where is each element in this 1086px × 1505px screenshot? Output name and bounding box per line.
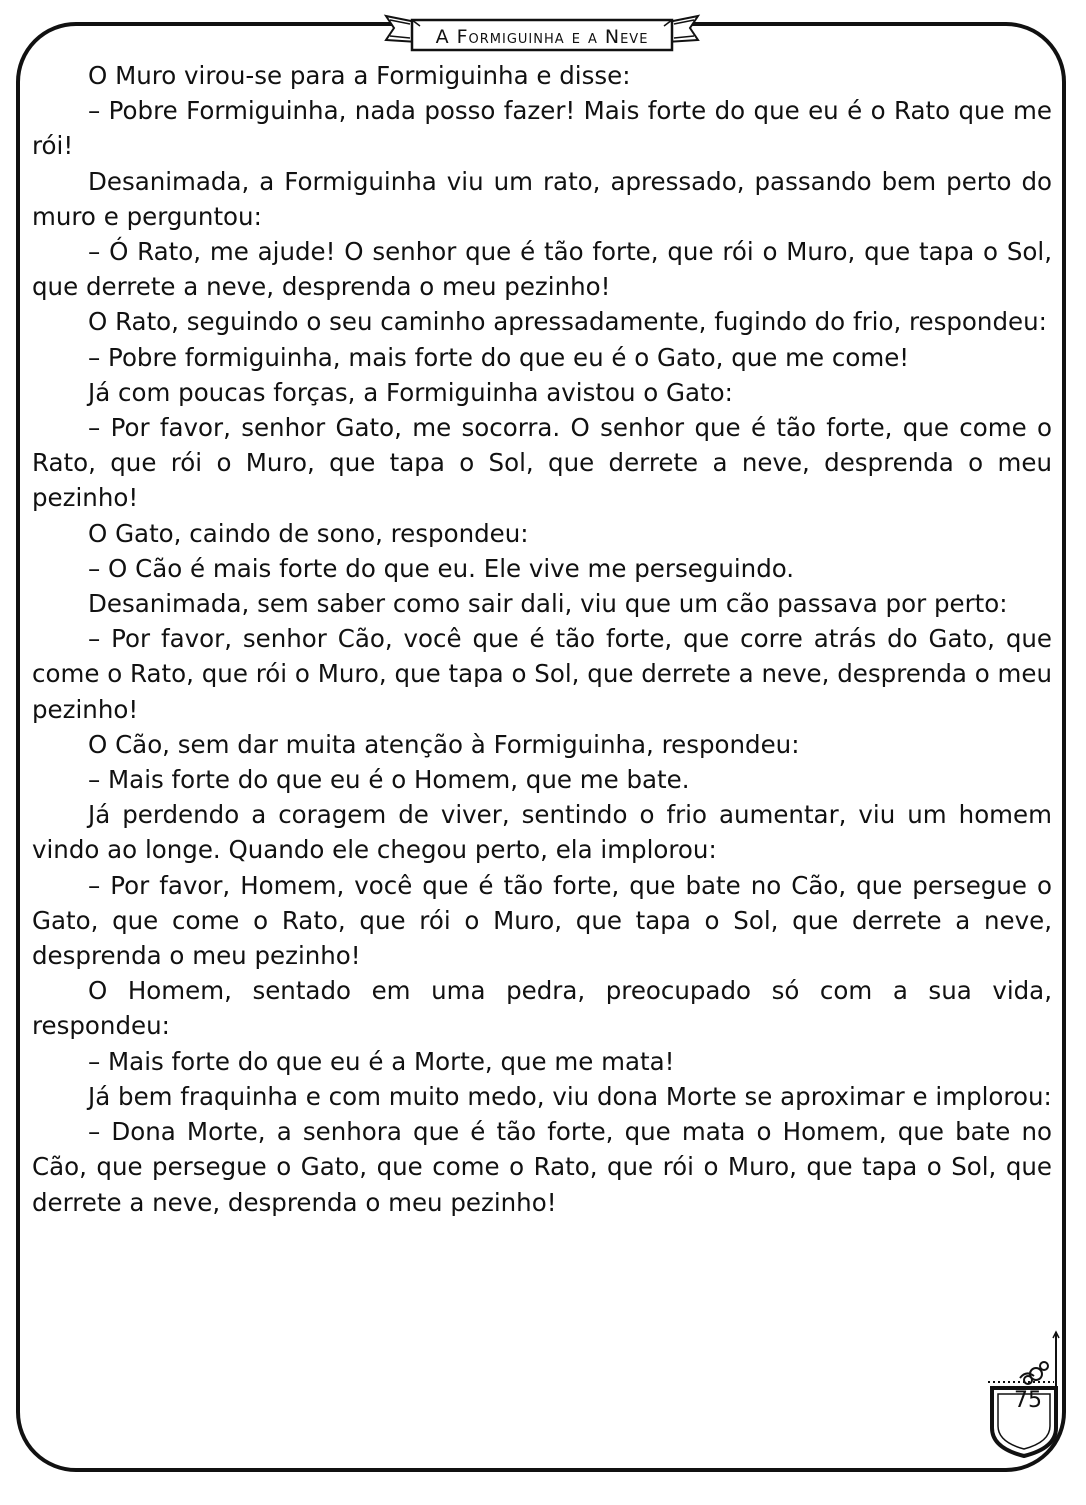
paragraph: – O Cão é mais forte do que eu. Ele vive me perseguindo. xyxy=(88,553,795,583)
paragraph: Já bem fraquinha e com muito medo, viu dona Morte se aproximar e implorou: xyxy=(88,1081,1052,1111)
paragraph: – Mais forte do que eu é o Homem, que me bate. xyxy=(88,765,690,795)
paragraph: Desanimada, sem saber como sair dali, viu que um cão passava por perto: xyxy=(88,589,1008,619)
paragraph: – Por favor, Homem, você que é tão forte, que bate no Cão, que persegue o Gato, que come o Rato, que rói o Muro, que tapa o Sol, que derrete a neve, desprenda o meu pezinho! xyxy=(32,870,1052,971)
paragraph: O Rato, seguindo o seu caminho apressadamente, fugindo do frio, respondeu: xyxy=(88,307,1047,337)
paragraph: O Homem, sentado em uma pedra, preocupado só com a sua vida, respondeu: xyxy=(32,976,1052,1041)
paragraph: Já perdendo a coragem de viver, sentindo o frio aumentar, viu um homem vindo ao longe. Quando ele chegou perto, ela implorou: xyxy=(32,800,1052,865)
paragraph: O Gato, caindo de sono, respondeu: xyxy=(88,518,529,548)
paragraph: O Cão, sem dar muita atenção à Formiguinha, respondeu: xyxy=(88,729,800,759)
paragraph: O Muro virou-se para a Formiguinha e disse: xyxy=(88,61,631,90)
title-banner xyxy=(382,8,702,52)
paragraph: – Ó Rato, me ajude! O senhor que é tão forte, que rói o Muro, que tapa o Sol, que derrete a neve, desprenda o meu pezinho! xyxy=(32,237,1052,302)
paragraph: – Dona Morte, a senhora que é tão forte, que mata o Homem, que bate no Cão, que persegue o Gato, que come o Rato, que rói o Muro, que tapa o Sol, que derrete a neve, desprenda o meu pezinho! xyxy=(32,1117,1052,1217)
paragraph: Desanimada, a Formiguinha viu um rato, apressado, passando bem perto do muro e perguntou: xyxy=(32,166,1052,231)
story-text xyxy=(32,58,1052,1220)
paragraph: – Pobre formiguinha, mais forte do que eu é o Gato, que me come! xyxy=(88,342,910,372)
paragraph: – Pobre Formiguinha, nada posso fazer! Mais forte do que eu é o Rato que me rói! xyxy=(32,96,1052,161)
paragraph: Já com poucas forças, a Formiguinha avistou o Gato: xyxy=(88,377,733,407)
paragraph: – Por favor, senhor Gato, me socorra. O senhor que é tão forte, que come o Rato, que rói o Muro, que tapa o Sol, que derrete a neve, desprenda o meu pezinho! xyxy=(32,413,1052,513)
page-title: A Formiguinha e a Neve xyxy=(435,26,649,48)
paragraph: – Por favor, senhor Cão, você que é tão forte, que corre atrás do Gato, que come o Rato, que rói o Muro, que tapa o Sol, que derrete a neve, desprenda o meu pezinho! xyxy=(32,624,1052,724)
paragraph: – Mais forte do que eu é a Morte, que me mata! xyxy=(88,1046,675,1076)
page-number: 75 xyxy=(1014,1388,1042,1413)
